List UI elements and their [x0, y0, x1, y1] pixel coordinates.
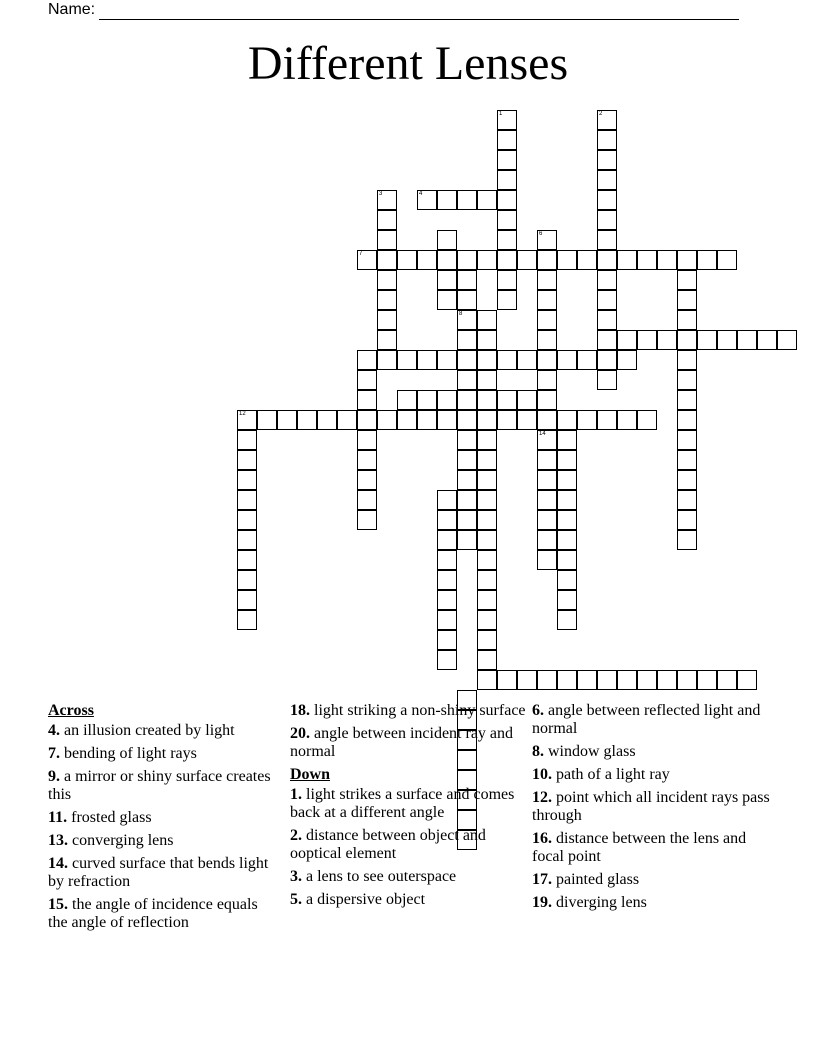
- grid-cell[interactable]: [377, 270, 397, 290]
- clue-item: [532, 830, 772, 866]
- grid-cell[interactable]: [637, 670, 657, 690]
- grid-cell[interactable]: [697, 250, 717, 270]
- clue-item-text: a dispersive object: [302, 891, 426, 908]
- grid-cell[interactable]: [437, 570, 457, 590]
- clue-item-text: curved surface that bends light by refraction: [48, 855, 269, 890]
- grid-cell[interactable]: [397, 250, 417, 270]
- grid-cell[interactable]: [357, 510, 377, 530]
- grid-cell[interactable]: [497, 250, 517, 270]
- down-heading: Down: [290, 766, 331, 783]
- grid-cell[interactable]: [497, 270, 517, 290]
- grid-cell[interactable]: [417, 350, 437, 370]
- grid-cell[interactable]: [497, 290, 517, 310]
- grid-cell[interactable]: [537, 390, 557, 410]
- grid-cell[interactable]: [377, 230, 397, 250]
- clue-item: [290, 786, 530, 822]
- grid-cell[interactable]: [557, 530, 577, 550]
- grid-cell[interactable]: [477, 410, 497, 430]
- clue-item-text: frosted glass: [67, 809, 152, 826]
- grid-cell[interactable]: [477, 630, 497, 650]
- grid-cell[interactable]: [737, 670, 757, 690]
- grid-cell[interactable]: [557, 590, 577, 610]
- grid-cell[interactable]: [597, 210, 617, 230]
- grid-cell[interactable]: [537, 470, 557, 490]
- grid-cell[interactable]: [617, 670, 637, 690]
- clue-item-text: painted glass: [552, 871, 640, 888]
- clue-item-text: bending of light rays: [60, 745, 197, 762]
- grid-cell[interactable]: [477, 490, 497, 510]
- clue-number: 12: [239, 411, 246, 417]
- grid-cell[interactable]: [437, 610, 457, 630]
- clue-item-text: light strikes a surface and comes back at a different angle: [290, 786, 515, 821]
- grid-cell[interactable]: [237, 510, 257, 530]
- grid-cell[interactable]: [457, 510, 477, 530]
- clue-item-number: 10.: [532, 766, 552, 783]
- grid-cell[interactable]: [357, 470, 377, 490]
- grid-cell[interactable]: [557, 250, 577, 270]
- grid-cell[interactable]: [557, 410, 577, 430]
- grid-cell[interactable]: [677, 470, 697, 490]
- grid-cell[interactable]: [457, 290, 477, 310]
- grid-cell[interactable]: [597, 170, 617, 190]
- grid-cell[interactable]: [697, 330, 717, 350]
- grid-cell[interactable]: [457, 250, 477, 270]
- grid-cell[interactable]: [617, 250, 637, 270]
- clue-item: [532, 743, 772, 761]
- clue-item-number: 1.: [290, 786, 302, 803]
- grid-cell[interactable]: [597, 270, 617, 290]
- clue-item-text: angle between incident ray and normal: [290, 725, 514, 760]
- clue-item-text: path of a light ray: [552, 766, 670, 783]
- grid-cell[interactable]: [457, 330, 477, 350]
- grid-cell[interactable]: [677, 530, 697, 550]
- grid-cell[interactable]: [517, 410, 537, 430]
- down-clue-list-continued: [532, 702, 772, 912]
- grid-cell[interactable]: [557, 430, 577, 450]
- clue-item-text: light striking a non-shiny surface: [310, 702, 526, 719]
- grid-cell[interactable]: [497, 110, 517, 130]
- grid-cell[interactable]: [657, 330, 677, 350]
- grid-cell[interactable]: [457, 350, 477, 370]
- grid-cell[interactable]: [357, 350, 377, 370]
- grid-cell[interactable]: [357, 250, 377, 270]
- clue-item-number: 20.: [290, 725, 310, 742]
- clue-item: [290, 868, 530, 886]
- clue-item-text: distance between object and ooptical element: [290, 827, 486, 862]
- grid-cell[interactable]: [537, 370, 557, 390]
- clue-item-number: 9.: [48, 768, 60, 785]
- grid-cell[interactable]: [477, 470, 497, 490]
- grid-cell[interactable]: [437, 410, 457, 430]
- grid-cell[interactable]: [457, 190, 477, 210]
- grid-cell[interactable]: [377, 330, 397, 350]
- clue-item: [48, 745, 273, 763]
- grid-cell[interactable]: [497, 410, 517, 430]
- grid-cell[interactable]: [537, 670, 557, 690]
- grid-cell[interactable]: [617, 350, 637, 370]
- grid-cell[interactable]: [637, 330, 657, 350]
- grid-cell[interactable]: [377, 190, 397, 210]
- grid-cell[interactable]: [497, 130, 517, 150]
- clue-item-number: 19.: [532, 894, 552, 911]
- grid-cell[interactable]: [677, 390, 697, 410]
- grid-cell[interactable]: [417, 410, 437, 430]
- clue-item: [532, 871, 772, 889]
- clue-number: 7: [359, 251, 363, 257]
- grid-cell[interactable]: [437, 530, 457, 550]
- grid-cell[interactable]: [477, 370, 497, 390]
- grid-cell[interactable]: [437, 250, 457, 270]
- grid-cell[interactable]: [457, 370, 477, 390]
- grid-cell[interactable]: [557, 350, 577, 370]
- grid-cell[interactable]: [357, 490, 377, 510]
- grid-cell[interactable]: [737, 330, 757, 350]
- grid-cell[interactable]: [457, 450, 477, 470]
- grid-cell[interactable]: [517, 390, 537, 410]
- grid-cell[interactable]: [377, 290, 397, 310]
- grid-cell[interactable]: [417, 390, 437, 410]
- clue-item: [290, 725, 530, 761]
- grid-cell[interactable]: [477, 390, 497, 410]
- grid-cell[interactable]: [337, 410, 357, 430]
- grid-cell[interactable]: [437, 350, 457, 370]
- grid-cell[interactable]: [597, 310, 617, 330]
- grid-cell[interactable]: [697, 670, 717, 690]
- clue-item-text: angle between reflected light and normal: [532, 702, 761, 737]
- clue-item: [290, 702, 530, 720]
- clue-number: 8: [459, 311, 463, 317]
- grid-cell[interactable]: [557, 470, 577, 490]
- clue-item-number: 12.: [532, 789, 552, 806]
- down-clue-list: [290, 786, 530, 909]
- clue-item-number: 3.: [290, 868, 302, 885]
- clue-item-number: 13.: [48, 832, 68, 849]
- grid-cell[interactable]: [437, 630, 457, 650]
- grid-cell[interactable]: [577, 410, 597, 430]
- grid-cell[interactable]: [597, 130, 617, 150]
- grid-cell[interactable]: [357, 390, 377, 410]
- grid-cell[interactable]: [477, 190, 497, 210]
- grid-cell[interactable]: [377, 310, 397, 330]
- clue-number: 6: [539, 231, 543, 237]
- grid-cell[interactable]: [577, 670, 597, 690]
- grid-cell[interactable]: [397, 390, 417, 410]
- clue-item-text: point which all incident rays pass through: [532, 789, 770, 824]
- grid-cell[interactable]: [437, 590, 457, 610]
- clue-number: 4: [419, 191, 423, 197]
- grid-cell[interactable]: [357, 370, 377, 390]
- clue-item-text: the angle of incidence equals the angle of reflection: [48, 896, 258, 931]
- grid-cell[interactable]: [477, 430, 497, 450]
- grid-cell[interactable]: [537, 550, 557, 570]
- grid-cell[interactable]: [437, 190, 457, 210]
- grid-cell[interactable]: [617, 330, 637, 350]
- clue-item: [48, 809, 273, 827]
- grid-cell[interactable]: [357, 450, 377, 470]
- grid-cell[interactable]: [477, 590, 497, 610]
- grid-cell[interactable]: [537, 270, 557, 290]
- grid-cell[interactable]: [597, 370, 617, 390]
- grid-cell[interactable]: [537, 350, 557, 370]
- grid-cell[interactable]: [677, 270, 697, 290]
- grid-cell[interactable]: [237, 450, 257, 470]
- clue-item: [48, 722, 273, 740]
- grid-cell[interactable]: [597, 230, 617, 250]
- grid-cell[interactable]: [597, 350, 617, 370]
- grid-cell[interactable]: [357, 430, 377, 450]
- grid-cell[interactable]: [477, 670, 497, 690]
- grid-cell[interactable]: [397, 350, 417, 370]
- grid-cell[interactable]: [557, 510, 577, 530]
- grid-cell[interactable]: [377, 250, 397, 270]
- clue-item: [532, 789, 772, 825]
- grid-cell[interactable]: [377, 410, 397, 430]
- grid-cell[interactable]: [277, 410, 297, 430]
- clue-item: [48, 896, 273, 932]
- clue-item-number: 16.: [532, 830, 552, 847]
- grid-cell[interactable]: [677, 310, 697, 330]
- clue-item: [532, 894, 772, 912]
- clue-item: [48, 855, 273, 891]
- grid-cell[interactable]: [417, 250, 437, 270]
- grid-cell[interactable]: [457, 390, 477, 410]
- grid-cell[interactable]: [497, 170, 517, 190]
- grid-cell[interactable]: [717, 250, 737, 270]
- grid-cell[interactable]: [537, 330, 557, 350]
- grid-cell[interactable]: [237, 410, 257, 430]
- clue-item-number: 2.: [290, 827, 302, 844]
- clue-item: [48, 768, 273, 804]
- grid-cell[interactable]: [577, 350, 597, 370]
- clue-item-text: distance between the lens and focal point: [532, 830, 747, 865]
- clue-item-text: diverging lens: [552, 894, 647, 911]
- grid-cell[interactable]: [397, 410, 417, 430]
- grid-cell[interactable]: [537, 510, 557, 530]
- grid-cell[interactable]: [677, 350, 697, 370]
- clue-item-number: 6.: [532, 702, 544, 719]
- grid-cell[interactable]: [677, 510, 697, 530]
- name-label: Name:: [48, 1, 96, 18]
- grid-cell[interactable]: [357, 410, 377, 430]
- grid-cell[interactable]: [477, 330, 497, 350]
- clue-item-number: 17.: [532, 871, 552, 888]
- grid-cell[interactable]: [437, 290, 457, 310]
- grid-cell[interactable]: [477, 570, 497, 590]
- clue-item-number: 5.: [290, 891, 302, 908]
- clue-item: [532, 766, 772, 784]
- clue-item-text: converging lens: [68, 832, 174, 849]
- grid-cell[interactable]: [237, 430, 257, 450]
- grid-cell[interactable]: [537, 290, 557, 310]
- grid-cell[interactable]: [597, 670, 617, 690]
- clue-number: 2: [599, 111, 603, 117]
- grid-cell[interactable]: [297, 410, 317, 430]
- grid-cell[interactable]: [437, 510, 457, 530]
- grid-cell[interactable]: [677, 410, 697, 430]
- grid-cell[interactable]: [237, 490, 257, 510]
- grid-cell[interactable]: [597, 410, 617, 430]
- clue-number: 3: [379, 191, 383, 197]
- clue-item-number: 14.: [48, 855, 68, 872]
- grid-cell[interactable]: [437, 650, 457, 670]
- clue-number: 1: [499, 111, 503, 117]
- clue-item-number: 7.: [48, 745, 60, 762]
- grid-cell[interactable]: [477, 610, 497, 630]
- grid-cell[interactable]: [237, 610, 257, 630]
- grid-cell[interactable]: [497, 210, 517, 230]
- grid-cell[interactable]: [497, 670, 517, 690]
- grid-cell[interactable]: [497, 350, 517, 370]
- grid-cell[interactable]: [477, 510, 497, 530]
- grid-cell[interactable]: [237, 570, 257, 590]
- clue-item-number: 15.: [48, 896, 68, 913]
- clue-item-text: a mirror or shiny surface creates this: [48, 768, 271, 803]
- grid-cell[interactable]: [677, 370, 697, 390]
- across-clue-list-continued: [290, 702, 530, 761]
- grid-cell[interactable]: [557, 550, 577, 570]
- grid-cell[interactable]: [557, 670, 577, 690]
- grid-cell[interactable]: [677, 430, 697, 450]
- clues-column-3: [532, 702, 772, 917]
- grid-cell[interactable]: [477, 250, 497, 270]
- grid-cell[interactable]: [477, 650, 497, 670]
- grid-cell[interactable]: [557, 490, 577, 510]
- grid-cell[interactable]: [597, 290, 617, 310]
- clue-item: [290, 891, 530, 909]
- clue-item-text: window glass: [544, 743, 636, 760]
- clue-item-text: an illusion created by light: [60, 722, 235, 739]
- grid-cell[interactable]: [377, 210, 397, 230]
- grid-cell[interactable]: [657, 250, 677, 270]
- grid-cell[interactable]: [677, 250, 697, 270]
- grid-cell[interactable]: [517, 350, 537, 370]
- clue-item-number: 8.: [532, 743, 544, 760]
- grid-cell[interactable]: [457, 430, 477, 450]
- grid-cell[interactable]: [517, 670, 537, 690]
- grid-cell[interactable]: [477, 350, 497, 370]
- grid-cell[interactable]: [457, 410, 477, 430]
- clue-number: 14: [539, 431, 546, 437]
- grid-cell[interactable]: [437, 270, 457, 290]
- grid-cell[interactable]: [597, 150, 617, 170]
- grid-cell[interactable]: [497, 150, 517, 170]
- grid-cell[interactable]: [537, 230, 557, 250]
- clues-column-2: [290, 702, 530, 914]
- grid-cell[interactable]: [597, 330, 617, 350]
- clue-item-text: a lens to see outerspace: [302, 868, 457, 885]
- grid-cell[interactable]: [537, 430, 557, 450]
- grid-cell[interactable]: [617, 410, 637, 430]
- grid-cell[interactable]: [257, 410, 277, 430]
- grid-cell[interactable]: [477, 550, 497, 570]
- grid-cell[interactable]: [237, 550, 257, 570]
- grid-cell[interactable]: [537, 450, 557, 470]
- grid-cell[interactable]: [597, 250, 617, 270]
- clue-item: [290, 827, 530, 863]
- grid-cell[interactable]: [457, 270, 477, 290]
- grid-cell[interactable]: [517, 250, 537, 270]
- grid-cell[interactable]: [677, 490, 697, 510]
- across-heading: Across: [48, 702, 94, 719]
- grid-cell[interactable]: [457, 310, 477, 330]
- grid-cell[interactable]: [577, 250, 597, 270]
- grid-cell[interactable]: [437, 550, 457, 570]
- clue-item: [532, 702, 772, 738]
- grid-cell[interactable]: [637, 410, 657, 430]
- grid-cell[interactable]: [557, 450, 577, 470]
- grid-cell[interactable]: [457, 470, 477, 490]
- grid-cell[interactable]: [537, 490, 557, 510]
- grid-cell[interactable]: [537, 310, 557, 330]
- grid-cell[interactable]: [437, 490, 457, 510]
- grid-cell[interactable]: [677, 450, 697, 470]
- grid-cell[interactable]: [497, 190, 517, 210]
- grid-cell[interactable]: [657, 670, 677, 690]
- grid-cell[interactable]: [317, 410, 337, 430]
- grid-cell[interactable]: [497, 230, 517, 250]
- grid-cell[interactable]: [677, 330, 697, 350]
- grid-cell[interactable]: [477, 310, 497, 330]
- grid-cell[interactable]: [677, 670, 697, 690]
- grid-cell[interactable]: [437, 230, 457, 250]
- grid-cell[interactable]: [597, 190, 617, 210]
- grid-cell[interactable]: [477, 450, 497, 470]
- page-title: Different Lenses: [247, 37, 569, 90]
- grid-cell[interactable]: [477, 530, 497, 550]
- grid-cell[interactable]: [537, 410, 557, 430]
- across-clue-list: [48, 722, 273, 932]
- grid-cell[interactable]: [597, 110, 617, 130]
- clue-item: [48, 832, 273, 850]
- grid-cell[interactable]: [537, 250, 557, 270]
- clue-item-number: 11.: [48, 809, 68, 826]
- grid-cell[interactable]: [237, 470, 257, 490]
- grid-cell[interactable]: [457, 530, 477, 550]
- grid-cell[interactable]: [717, 670, 737, 690]
- grid-cell[interactable]: [457, 490, 477, 510]
- grid-cell[interactable]: [757, 330, 777, 350]
- clue-item-number: 4.: [48, 722, 60, 739]
- grid-cell[interactable]: [557, 610, 577, 630]
- grid-cell[interactable]: [237, 530, 257, 550]
- grid-cell[interactable]: [497, 390, 517, 410]
- grid-cell[interactable]: [717, 330, 737, 350]
- clue-item-number: 18.: [290, 702, 310, 719]
- clues-column-1: [48, 702, 273, 937]
- grid-cell[interactable]: [537, 530, 557, 550]
- grid-cell[interactable]: [777, 330, 797, 350]
- grid-cell[interactable]: [417, 190, 437, 210]
- grid-cell[interactable]: [637, 250, 657, 270]
- grid-cell[interactable]: [677, 290, 697, 310]
- grid-cell[interactable]: [557, 570, 577, 590]
- grid-cell[interactable]: [237, 590, 257, 610]
- grid-cell[interactable]: [377, 350, 397, 370]
- grid-cell[interactable]: [437, 390, 457, 410]
